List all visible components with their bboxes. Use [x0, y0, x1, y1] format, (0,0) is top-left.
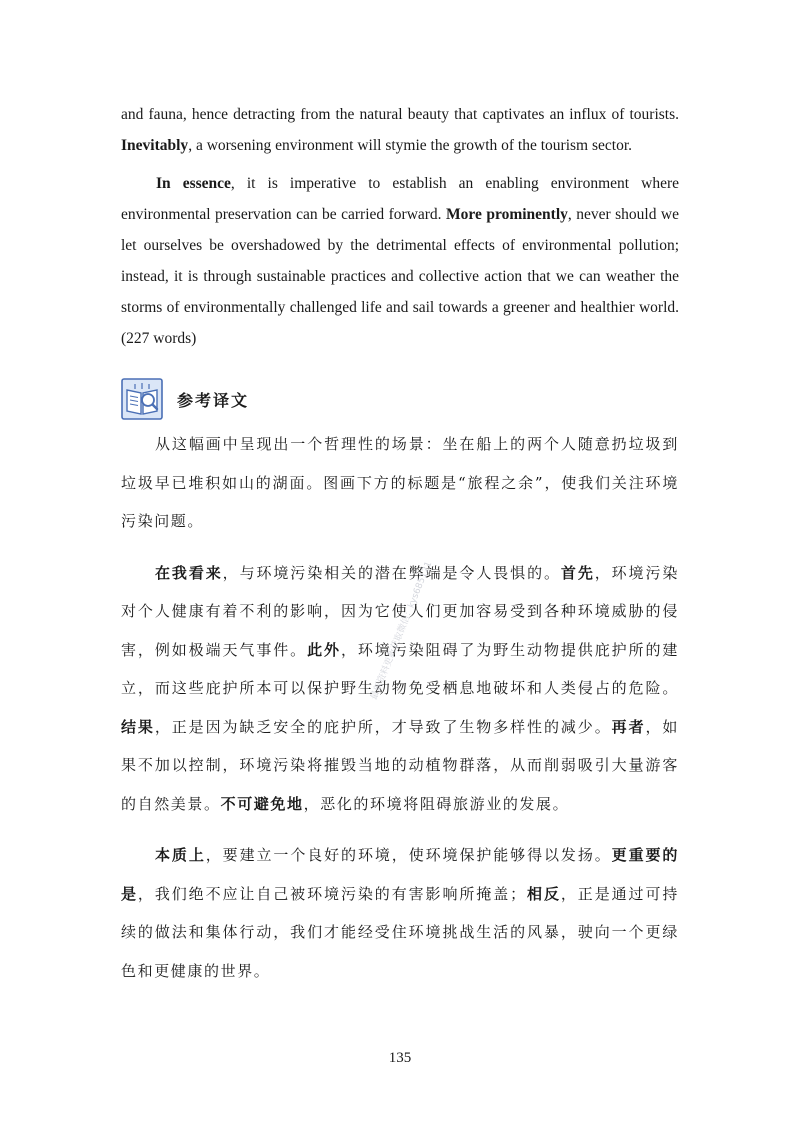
bold-keyword: 首先	[560, 563, 595, 582]
text-run: ，正是因为缺乏安全的庇护所，才导致了生物多样性的减少。	[154, 717, 612, 736]
text-run: ，正是通过可持续的做法和集体行动，我们才能经受住环境挑战生活的风暴，驶向一个更绿色和更健康的世界。	[121, 884, 679, 980]
bold-keyword: More prominently	[446, 206, 568, 223]
page-number: 135	[388, 1050, 412, 1066]
bold-keyword: 不可避免地	[220, 794, 304, 813]
bold-keyword: 此外	[307, 640, 341, 659]
bold-keyword: 再者	[611, 717, 646, 736]
bold-keyword: Inevitably	[121, 137, 189, 154]
bold-keyword: 本质上	[155, 846, 206, 864]
book-magnifier-icon	[121, 378, 163, 420]
english-paragraph-1	[121, 99, 679, 161]
bold-keyword: 更重要的是	[121, 846, 679, 903]
english-text	[121, 99, 679, 354]
bold-keyword: 在我看来	[155, 563, 223, 582]
section-heading	[121, 378, 249, 420]
bold-keyword: 相反	[526, 884, 561, 903]
english-paragraph-2	[121, 168, 679, 354]
text-run: ，恶化的环境将阻碍旅游业的发展。	[303, 794, 570, 813]
text-run: and fauna, hence detracting from the natural beauty that captivates an influx of tourists.	[121, 106, 679, 123]
text-run: ，环境污染阻碍了为野生动物提供庇护所的建立，而这些庇护所本可以保护野生动物免受栖息地破坏和人类侵占的危险。	[121, 640, 679, 697]
section-title: 参考译文	[177, 390, 250, 410]
text-run: , never should we let ourselves be overshadowed by the detrimental effects of environmental pollution; instead, it is through sustainable practices and collective action that we can weather the storms of environmentally challenged life and sail towards a greener and healthier world. (227 words)	[121, 206, 679, 347]
bold-keyword: In essence	[156, 175, 231, 192]
text-run: ，要建立一个良好的环境，使环境保护能够得以发扬。	[205, 846, 612, 864]
watermark: 最新资料更新获取微信：kys685121	[368, 559, 434, 702]
text-run: ，我们绝不应让自己被环境污染的有害影响所掩盖；	[137, 884, 527, 903]
text-run: ，与环境污染相关的潜在弊端是令人畏惧的。	[222, 563, 561, 582]
text-run: ，如果不加以控制，环境污染将摧毁当地的动植物群落，从而削弱吸引大量游客的自然美景。	[121, 717, 680, 813]
text-run: ，环境污染对个人健康有着不利的影响，因为它使人们更加容易受到各种环境威胁的侵害，例如极端天气事件。	[121, 563, 679, 659]
text-run: , a worsening environment will stymie the growth of the tourism sector.	[188, 137, 633, 154]
bold-keyword: 结果	[121, 717, 155, 736]
chinese-paragraph-1: 从这幅画中呈现出一个哲理性的场景：坐在船上的两个人随意扔垃圾到垃圾早已堆积如山的湖面。图画下方的标题是“旅程之余”，使我们关注环境污染问题。	[121, 435, 679, 530]
text-run: , it is imperative to establish an enabling environment where environmental preservation can be carried forward.	[121, 175, 680, 223]
chinese-paragraph-3	[121, 836, 679, 990]
